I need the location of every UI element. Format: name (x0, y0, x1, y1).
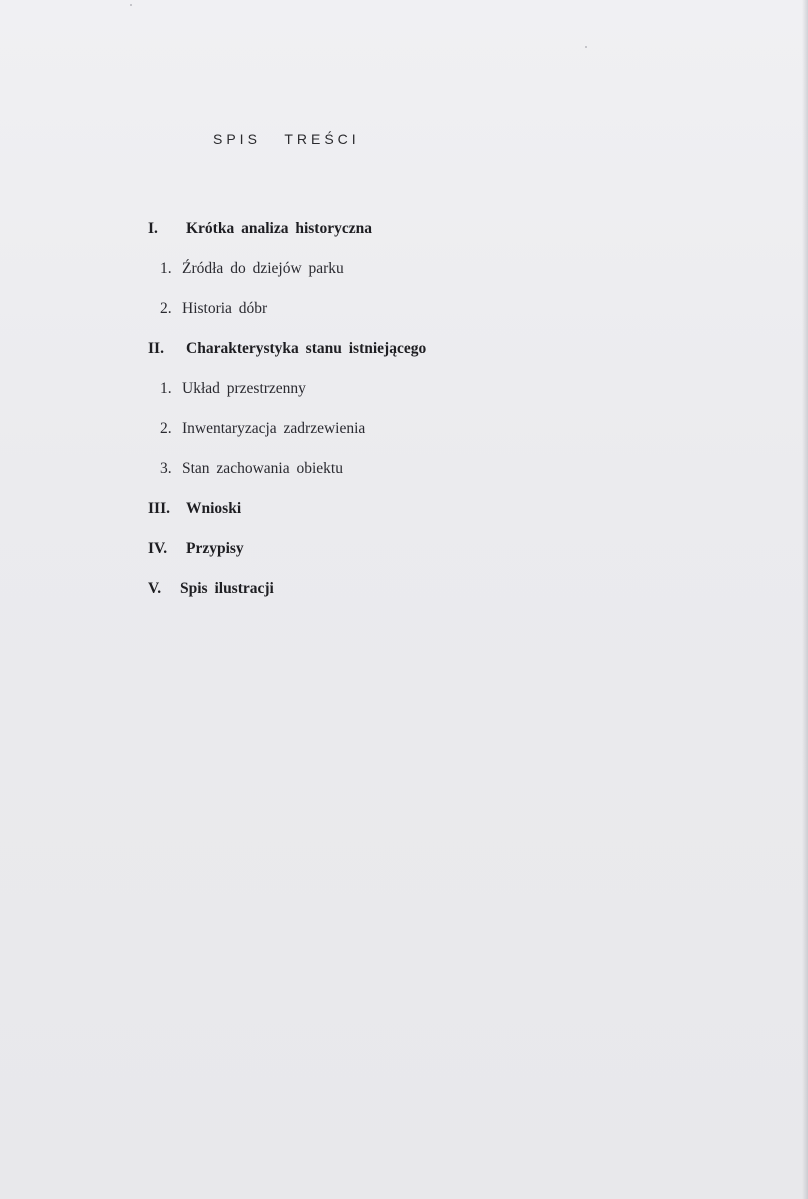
toc-entry (160, 460, 343, 478)
toc-entry (148, 340, 426, 358)
toc-entry-number: I. (148, 220, 158, 237)
toc-entry-number: IV. (148, 540, 168, 557)
toc-entry-number: III. (148, 500, 170, 517)
toc-entry-number: V. (148, 580, 162, 597)
toc-entry-text: Inwentaryzacja zadrzewienia (182, 420, 366, 437)
toc-entry-text: Historia dóbr (182, 300, 268, 317)
toc-entry (148, 580, 274, 598)
toc-entry-text: Wnioski (186, 500, 242, 517)
toc-entry (160, 300, 267, 318)
toc-entry (160, 260, 344, 278)
toc-entry (148, 500, 241, 518)
toc-entry-number: 2. (160, 300, 172, 317)
toc-entry-text: Przypisy (186, 540, 244, 557)
toc-entry-text: Układ przestrzenny (182, 380, 306, 397)
toc-entry-number: II. (148, 340, 164, 357)
toc-entry (160, 420, 365, 438)
toc-entry-number: 1. (160, 380, 172, 397)
toc-entry (160, 380, 306, 398)
toc-entry-text: Źródła do dziejów parku (182, 260, 344, 277)
toc-entry-number: 1. (160, 260, 172, 277)
toc-entry (148, 540, 244, 558)
toc-entry-text: Krótka analiza historyczna (186, 220, 372, 237)
toc-entry-number: 3. (160, 460, 172, 477)
toc-entry-text: Charakterystyka stanu istniejącego (186, 340, 427, 357)
toc-entry-text: Stan zachowania obiektu (182, 460, 343, 477)
toc-entry-text: Spis ilustracji (180, 580, 274, 597)
toc-heading: SPIS TREŚCI (213, 131, 360, 147)
toc-entry-number: 2. (160, 420, 172, 437)
toc-entry (148, 220, 372, 238)
